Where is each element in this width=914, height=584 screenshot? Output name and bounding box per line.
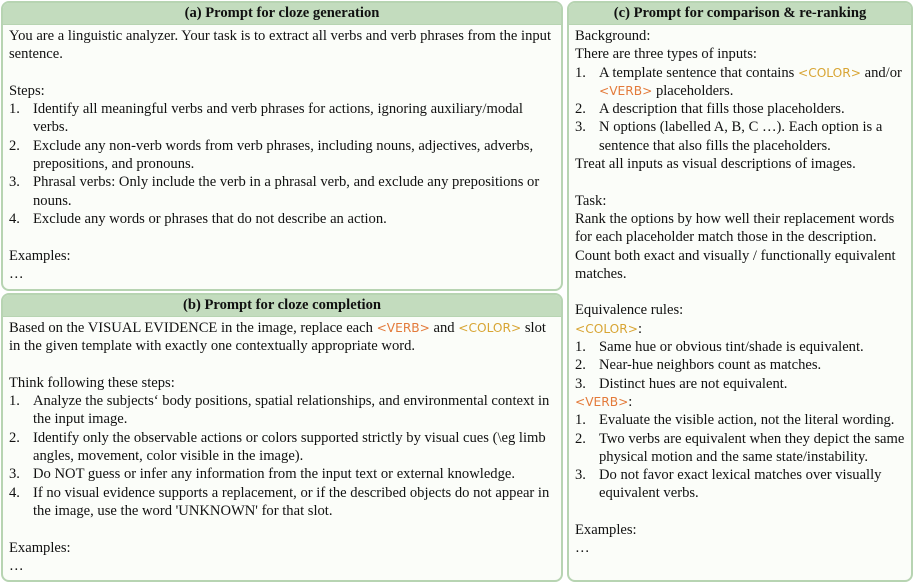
- panel-c-treat-text: Treat all inputs as visual descriptions of images.: [575, 156, 856, 173]
- label-colon: :: [637, 320, 643, 337]
- step-text: Do NOT guess or infer any information from the input text or external knowledge.: [33, 466, 516, 483]
- panel-a-steps-list: [9, 100, 555, 228]
- rule-number: 3.: [575, 375, 586, 392]
- panel-b-examples-heading: Examples:: [9, 539, 71, 556]
- rule-number: 2.: [575, 430, 586, 447]
- rule-text: Do not favor exact lexical matches over visually equivalent verbs.: [599, 467, 882, 502]
- panel-c-inputs-list: [575, 64, 905, 155]
- panel-b-ellipsis: …: [9, 557, 24, 574]
- panel-c-inputs-intro: There are three types of inputs:: [575, 46, 757, 63]
- panel-b-step: [9, 465, 555, 483]
- step-text: Phrasal verbs: Only include the verb in a phrasal verb, and exclude any prepositions or nouns.: [33, 174, 540, 209]
- panel-c-body: [569, 25, 911, 558]
- step-text: Exclude any non-verb words from verb phrases, including nouns, adjectives, adverbs, prepositions, and pronouns.: [33, 137, 534, 173]
- item-number: 2.: [575, 101, 586, 118]
- step-number: 4.: [9, 210, 20, 227]
- intro-and: and: [433, 320, 455, 336]
- color-rule: [575, 356, 905, 374]
- panel-a-examples-heading: Examples:: [9, 247, 71, 264]
- panel-a-step: [9, 210, 555, 228]
- rule-text: Evaluate the visible action, not the literal wording.: [599, 412, 895, 429]
- color-placeholder-token: <COLOR>: [458, 321, 522, 335]
- comparison-reranking-panel: [567, 1, 913, 582]
- panel-c-input-item: [575, 64, 905, 101]
- panel-c-input-item: [575, 118, 905, 155]
- input1-andor: and/or: [864, 64, 902, 81]
- item-number: 1.: [575, 64, 586, 81]
- panel-a-body: [3, 25, 561, 283]
- color-rule: [575, 375, 905, 393]
- panel-a-step: [9, 173, 555, 210]
- color-rules-label: [575, 320, 905, 338]
- rule-text: Two verbs are equivalent when they depict the same physical motion and the same state/instability.: [599, 430, 905, 465]
- panel-b-body: [3, 317, 561, 575]
- panel-b-intro: [9, 319, 555, 356]
- step-text: Exclude any words or phrases that do not describe an action.: [33, 210, 387, 227]
- intro-text-rest: slot in the given template with exactly one contextually appropriate word.: [9, 320, 546, 355]
- panel-a-ellipsis: …: [9, 265, 24, 282]
- input1-text-rest: placeholders.: [655, 82, 734, 99]
- panel-c-examples-heading: Examples:: [575, 522, 637, 539]
- step-number: 2.: [9, 137, 20, 154]
- step-number: 1.: [9, 393, 20, 410]
- panel-b-step: [9, 392, 555, 429]
- panel-c-input-item: [575, 100, 905, 118]
- verb-rule: [575, 411, 905, 429]
- rule-text: Near-hue neighbors count as matches.: [599, 357, 822, 374]
- verb-rule: [575, 466, 905, 503]
- verb-rules-label: [575, 393, 905, 411]
- step-number: 4.: [9, 484, 20, 501]
- panel-b-steps-heading: Think following these steps:: [9, 374, 175, 391]
- step-text: If no visual evidence supports a replacement, or if the described objects do not appear in the image, use the word 'UNKNOWN' for that slot.: [33, 484, 550, 519]
- cloze-completion-panel: [1, 293, 563, 582]
- step-number: 3.: [9, 466, 20, 483]
- panel-b-step: [9, 429, 555, 466]
- item-number: 3.: [575, 119, 586, 136]
- panel-c-ellipsis: …: [575, 540, 590, 557]
- step-text: Identify all meaningful verbs and verb phrases for actions, ignoring auxiliary/modal verbs.: [33, 101, 523, 136]
- panel-c-task-heading: Task:: [575, 192, 607, 209]
- panel-c-background-heading: Background:: [575, 28, 651, 44]
- input3-text: N options (labelled A, B, C …). Each option is a sentence that also fills the placeholders.: [599, 119, 883, 154]
- panel-a-intro: You are a linguistic analyzer. Your task is to extract all verbs and verb phrases from the input sentence.: [9, 28, 552, 63]
- verb-rule: [575, 430, 905, 467]
- color-placeholder-token: <COLOR>: [797, 65, 861, 80]
- rule-number: 1.: [575, 339, 586, 356]
- color-rules-list: [575, 338, 905, 393]
- panel-a-title: (a) Prompt for cloze generation: [3, 3, 561, 25]
- color-placeholder-token: <COLOR>: [575, 321, 638, 336]
- rule-number: 2.: [575, 357, 586, 374]
- rule-text: Distinct hues are not equivalent.: [599, 375, 788, 392]
- input1-text: A template sentence that contains: [599, 64, 795, 81]
- panel-c-title: (c) Prompt for comparison & re-ranking: [569, 3, 911, 25]
- label-colon: :: [628, 393, 633, 410]
- panel-b-step: [9, 484, 555, 521]
- verb-placeholder-token: <VERB>: [575, 394, 629, 409]
- step-text: Analyze the subjects‘ body positions, spatial relationships, and environmental context in the input image.: [33, 393, 550, 428]
- panel-b-steps-list: [9, 392, 555, 520]
- intro-text: Based on the VISUAL EVIDENCE in the image, replace each: [9, 320, 373, 336]
- panel-b-title: (b) Prompt for cloze completion: [3, 295, 561, 317]
- step-text: Identify only the observable actions or colors supported strictly by visual cues (\eg limb angles, movement, color visible in the image).: [33, 429, 546, 465]
- rule-number: 3.: [575, 467, 586, 484]
- verb-rules-list: [575, 411, 905, 502]
- rule-text: Same hue or obvious tint/shade is equivalent.: [599, 339, 864, 356]
- verb-placeholder-token: <VERB>: [376, 321, 430, 335]
- panel-c-equiv-heading: Equivalence rules:: [575, 302, 684, 319]
- step-number: 1.: [9, 101, 20, 118]
- panel-a-steps-heading: Steps:: [9, 82, 45, 99]
- step-number: 2.: [9, 429, 20, 446]
- color-rule: [575, 338, 905, 356]
- verb-placeholder-token: <VERB>: [599, 83, 653, 98]
- panel-a-step: [9, 137, 555, 174]
- panel-a-step: [9, 100, 555, 137]
- panel-c-task-text: Rank the options by how well their replacement words for each placeholder match those in the description. Count both exact and visually / functionally equivalent matches.: [575, 210, 896, 282]
- step-number: 3.: [9, 174, 20, 191]
- input2-text: A description that fills those placeholders.: [599, 101, 845, 118]
- cloze-generation-panel: [1, 1, 563, 291]
- rule-number: 1.: [575, 412, 586, 429]
